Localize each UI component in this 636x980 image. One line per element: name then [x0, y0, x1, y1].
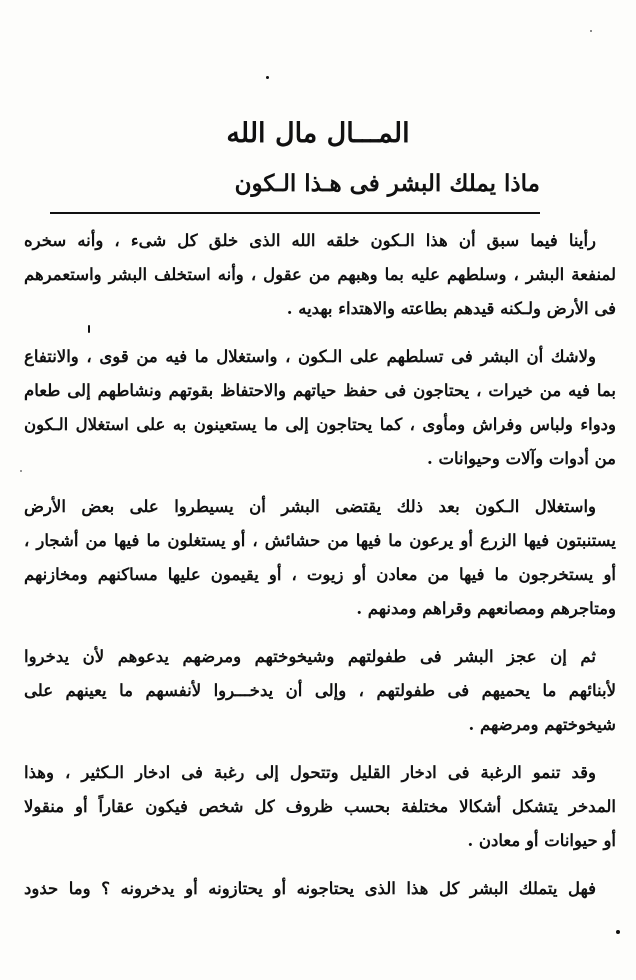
text-line: من أدوات وآلات وحيوانات . [426, 449, 616, 468]
print-speck [266, 76, 269, 79]
section-heading: ماذا يملك البشر فى هـذا الـكون [234, 170, 540, 197]
body-text [24, 224, 616, 920]
text-line: ولاشك أن البشر فى تسلطهم على الـكون ، واستغلال ما فيه من قوى ، والانتفاع [24, 347, 596, 366]
text-line: واستغلال الـكون بعد ذلك يقتضى البشر أن يسيطروا على بعض الأرض [24, 497, 596, 516]
text-line: لمنفعة البشر ، وسلطهم عليه بما وهبهم من عقول ، وأنه استخلف البشر واستعمرهم [24, 265, 616, 284]
text-line: ومتاجرهم ومصانعهم وقراهم ومدنهم . [356, 599, 616, 618]
paragraph-6 [24, 872, 616, 906]
text-line: شيخوختهم ومرضهم . [468, 715, 616, 734]
text-line: أو حيوانات أو معادن . [467, 831, 616, 850]
page-title: المـــال مال الله [226, 118, 410, 149]
text-line: وقد تنمو الرغبة فى ادخار القليل وتتحول إلى رغبة فى ادخار الـكثير ، وهذا [24, 763, 596, 782]
text-line: بما فيه من خيرات ، يحتاجون فى حفظ حياتهم والاحتفاظ بقوتهم ونشاطهم إلى طعام [24, 381, 616, 400]
paragraph-3 [24, 490, 616, 626]
heading-underline [50, 212, 540, 214]
text-line: فى الأرض ولـكنه قيدهم بطاعته والاهتداء بهديه . [286, 299, 616, 318]
print-speck [20, 470, 22, 472]
paragraph-4 [24, 640, 616, 742]
text-line: رأينا فيما سبق أن هذا الـكون خلقه الله الذى خلق كل شىء ، وأنه سخره [24, 231, 596, 250]
paragraph-2 [24, 340, 616, 476]
text-line: يستنبتون فيها الزرع أو يرعون ما فيها من حشائش ، أو يستغلون ما فيها من أشجار ، [24, 531, 616, 550]
text-line: ثم إن عجز البشر فى طفولتهم وشيخوختهم ومرضهم يدعوهم لأن يدخروا [24, 647, 596, 666]
paragraph-5 [24, 756, 616, 858]
print-speck [616, 930, 620, 934]
text-line: المدخر يتشكل أشكالا مختلفة بحسب ظروف كل شخص فيكون عقاراً أو منقولا [24, 797, 616, 816]
text-line: لأبنائهم ما يحميهم فى طفولتهم ، وإلى أن يدخـــروا لأنفسهم ما يعينهم على [24, 681, 616, 700]
print-speck [590, 30, 592, 32]
paragraph-1 [24, 224, 616, 326]
text-line: أو يستخرجون ما فيها من معادن أو زيوت ، أو يقيمون عليها مساكنهم ومخازنهم [24, 565, 616, 584]
text-line: فهل يتملك البشر كل هذا الذى يحتاجونه أو يحتازونه أو يدخرونه ؟ وما حدود [24, 879, 596, 898]
text-line: ودواء ولباس وفراش ومأوى ، كما يحتاجون إلى ما يستعينون به على استغلال الـكون [24, 415, 616, 434]
